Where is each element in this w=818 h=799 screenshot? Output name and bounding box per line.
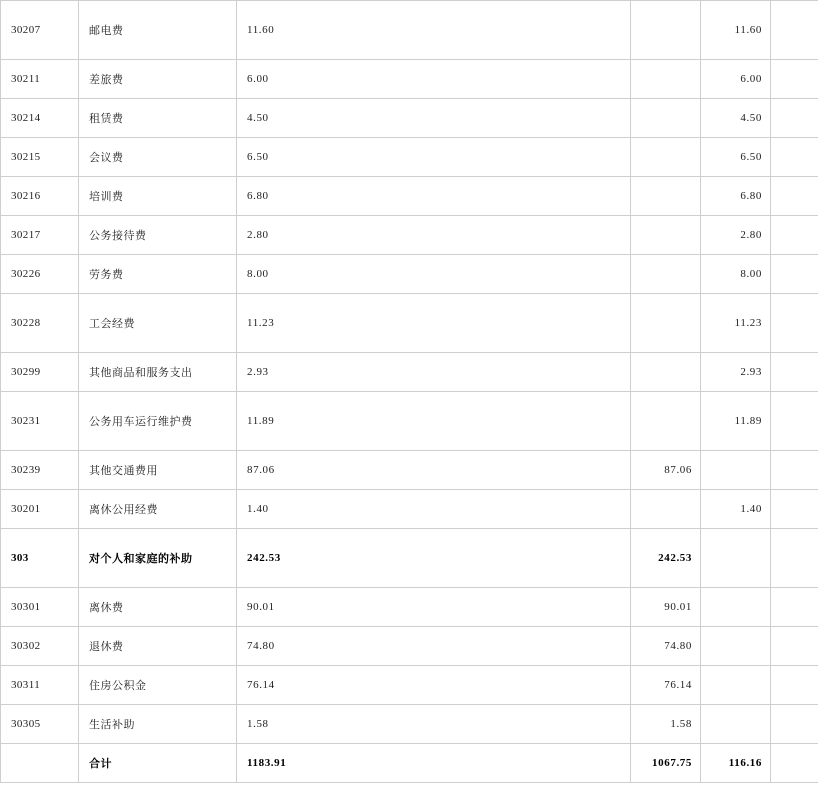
table-row: [1, 255, 818, 294]
table-row: [1, 451, 818, 490]
cell-name: 公务用车运行维护费: [79, 392, 237, 451]
cell-fund-c: [771, 216, 818, 255]
cell-fund-c: [771, 490, 818, 529]
table-row: [1, 744, 818, 783]
cell-total: 11.89: [237, 392, 631, 451]
table-row: [1, 353, 818, 392]
cell-fund-b: 4.50: [701, 99, 771, 138]
cell-name: 培训费: [79, 177, 237, 216]
cell-name: 工会经费: [79, 294, 237, 353]
cell-fund-a: [631, 216, 701, 255]
cell-fund-a: [631, 1, 701, 60]
table-row: [1, 294, 818, 353]
cell-code: 30216: [1, 177, 79, 216]
table-row: [1, 99, 818, 138]
cell-fund-c: [771, 138, 818, 177]
cell-name: 会议费: [79, 138, 237, 177]
cell-fund-c: [771, 294, 818, 353]
cell-total: 74.80: [237, 627, 631, 666]
cell-code: 30207: [1, 1, 79, 60]
cell-fund-b: [701, 529, 771, 588]
cell-fund-a: 242.53: [631, 529, 701, 588]
cell-fund-b: 8.00: [701, 255, 771, 294]
cell-code: 30201: [1, 490, 79, 529]
cell-code: 30299: [1, 353, 79, 392]
cell-code: 30217: [1, 216, 79, 255]
cell-fund-a: 90.01: [631, 588, 701, 627]
cell-total: 1.58: [237, 705, 631, 744]
cell-fund-c: [771, 705, 818, 744]
cell-total: 87.06: [237, 451, 631, 490]
cell-fund-c: [771, 744, 818, 783]
cell-fund-a: [631, 99, 701, 138]
cell-code: 30301: [1, 588, 79, 627]
cell-fund-b: [701, 451, 771, 490]
cell-fund-b: 6.00: [701, 60, 771, 99]
cell-fund-c: [771, 60, 818, 99]
cell-name: 对个人和家庭的补助: [79, 529, 237, 588]
cell-fund-b: [701, 588, 771, 627]
cell-code: 30311: [1, 666, 79, 705]
cell-fund-b: 1.40: [701, 490, 771, 529]
cell-name: 劳务费: [79, 255, 237, 294]
table-row: [1, 529, 818, 588]
table-row: [1, 666, 818, 705]
table-row: [1, 138, 818, 177]
cell-name: 公务接待费: [79, 216, 237, 255]
cell-total: 11.60: [237, 1, 631, 60]
cell-fund-a: 1.58: [631, 705, 701, 744]
cell-fund-a: 76.14: [631, 666, 701, 705]
cell-fund-a: 1067.75: [631, 744, 701, 783]
cell-code: 30231: [1, 392, 79, 451]
cell-fund-a: [631, 177, 701, 216]
cell-name: 其他交通费用: [79, 451, 237, 490]
cell-code: 30214: [1, 99, 79, 138]
cell-total: 2.80: [237, 216, 631, 255]
cell-fund-a: [631, 490, 701, 529]
cell-name: 合计: [79, 744, 237, 783]
cell-total: 11.23: [237, 294, 631, 353]
table-row: [1, 177, 818, 216]
cell-name: 退休费: [79, 627, 237, 666]
cell-fund-b: 2.93: [701, 353, 771, 392]
cell-total: 76.14: [237, 666, 631, 705]
cell-fund-b: 11.89: [701, 392, 771, 451]
cell-code: [1, 744, 79, 783]
cell-name: 邮电费: [79, 1, 237, 60]
cell-code: 30226: [1, 255, 79, 294]
cell-code: 30305: [1, 705, 79, 744]
cell-fund-a: 74.80: [631, 627, 701, 666]
cell-fund-c: [771, 588, 818, 627]
table-row: [1, 60, 818, 99]
cell-name: 其他商品和服务支出: [79, 353, 237, 392]
cell-fund-a: [631, 60, 701, 99]
cell-fund-a: [631, 255, 701, 294]
cell-fund-a: 87.06: [631, 451, 701, 490]
cell-fund-b: [701, 666, 771, 705]
cell-name: 离休费: [79, 588, 237, 627]
cell-fund-c: [771, 666, 818, 705]
cell-name: 租赁费: [79, 99, 237, 138]
cell-fund-c: [771, 255, 818, 294]
cell-fund-b: [701, 705, 771, 744]
cell-fund-b: 11.23: [701, 294, 771, 353]
cell-fund-b: 6.80: [701, 177, 771, 216]
table-row: [1, 705, 818, 744]
cell-fund-c: [771, 392, 818, 451]
cell-fund-a: [631, 392, 701, 451]
cell-total: 2.93: [237, 353, 631, 392]
table-row: [1, 1, 818, 60]
cell-fund-c: [771, 627, 818, 666]
cell-total: 242.53: [237, 529, 631, 588]
cell-total: 4.50: [237, 99, 631, 138]
cell-total: 8.00: [237, 255, 631, 294]
cell-code: 303: [1, 529, 79, 588]
cell-total: 1.40: [237, 490, 631, 529]
cell-fund-b: 116.16: [701, 744, 771, 783]
cell-fund-c: [771, 529, 818, 588]
cell-name: 住房公积金: [79, 666, 237, 705]
cell-name: 生活补助: [79, 705, 237, 744]
cell-name: 差旅费: [79, 60, 237, 99]
table-row: [1, 588, 818, 627]
cell-fund-a: [631, 353, 701, 392]
cell-code: 30211: [1, 60, 79, 99]
table-row: [1, 216, 818, 255]
cell-fund-a: [631, 294, 701, 353]
cell-fund-c: [771, 1, 818, 60]
cell-total: 6.80: [237, 177, 631, 216]
cell-code: 30228: [1, 294, 79, 353]
cell-total: 6.00: [237, 60, 631, 99]
cell-fund-c: [771, 353, 818, 392]
cell-fund-c: [771, 451, 818, 490]
cell-total: 1183.91: [237, 744, 631, 783]
cell-code: 30239: [1, 451, 79, 490]
cell-fund-c: [771, 177, 818, 216]
cell-name: 离休公用经费: [79, 490, 237, 529]
budget-table-body: [1, 1, 818, 783]
cell-fund-b: [701, 627, 771, 666]
cell-fund-a: [631, 138, 701, 177]
cell-code: 30215: [1, 138, 79, 177]
cell-total: 90.01: [237, 588, 631, 627]
table-row: [1, 627, 818, 666]
table-row: [1, 392, 818, 451]
cell-fund-b: 2.80: [701, 216, 771, 255]
cell-fund-b: 6.50: [701, 138, 771, 177]
cell-fund-b: 11.60: [701, 1, 771, 60]
cell-code: 30302: [1, 627, 79, 666]
cell-fund-c: [771, 99, 818, 138]
table-row: [1, 490, 818, 529]
cell-total: 6.50: [237, 138, 631, 177]
